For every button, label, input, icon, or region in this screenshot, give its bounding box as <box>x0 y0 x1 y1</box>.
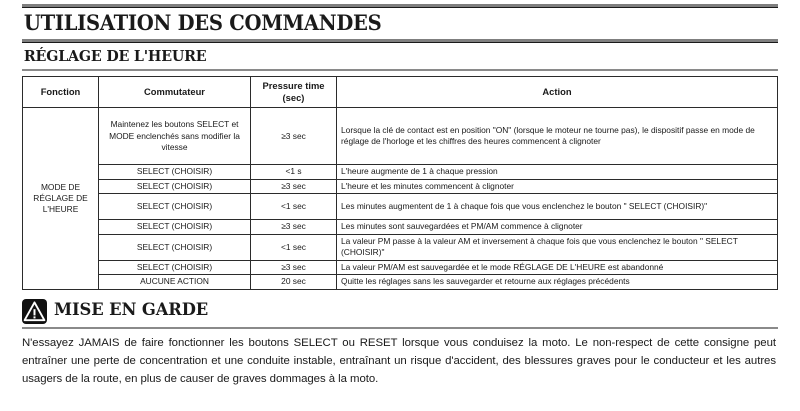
cell-pressure-time: <1 sec <box>251 234 337 260</box>
page-title: UTILISATION DES COMMANDES <box>23 10 382 35</box>
cell-pressure-time: 20 sec <box>251 275 337 290</box>
column-header-commutateur: Commutateur <box>99 77 251 108</box>
cell-commutateur: SELECT (CHOISIR) <box>99 194 251 220</box>
warning-block <box>22 299 778 389</box>
warning-underrule <box>22 327 778 329</box>
table-row <box>23 275 778 290</box>
cell-pressure-time: ≥3 sec <box>251 108 337 165</box>
cell-commutateur: Maintenez les boutons SELECT et MODE enclenchés sans modifier la vitesse <box>99 108 251 165</box>
column-header-fonction: Fonction <box>23 77 99 108</box>
column-header-pressure-time <box>251 77 337 108</box>
cell-pressure-time: <1 sec <box>251 194 337 220</box>
table-row <box>23 220 778 235</box>
cell-action: Les minutes augmentent de 1 à chaque fois que vous enclenchez le bouton " SELECT (CHOISIR)" <box>337 194 778 220</box>
table-header-row <box>23 77 778 108</box>
cell-action: Quitte les réglages sans les sauvegarder et retourne aux réglages précédents <box>337 275 778 290</box>
table-row <box>23 260 778 275</box>
cell-action: La valeur PM/AM est sauvegardée et le mode RÉGLAGE DE L'HEURE est abandonné <box>337 260 778 275</box>
table-row <box>23 179 778 194</box>
cell-commutateur: SELECT (CHOISIR) <box>99 234 251 260</box>
cell-commutateur: AUCUNE ACTION <box>99 275 251 290</box>
column-header-action: Action <box>337 77 778 108</box>
table-row <box>23 165 778 180</box>
cell-commutateur: SELECT (CHOISIR) <box>99 165 251 180</box>
warning-body-text: N'essayez JAMAIS de faire fonctionner les boutons SELECT ou RESET lorsque vous conduisez la moto. Le non-respect de cette consigne peut entraîner une perte de concentration et une conduite instable, entraînant un risque d'accident, des blessures graves pour le conducteur et les autres usagers de la route, en plus de causer de graves dommages à la moto. <box>22 336 776 386</box>
warning-title: MISE EN GARDE <box>54 299 209 320</box>
column-header-pressure-time-label: Pressure time <box>262 79 325 91</box>
cell-commutateur: SELECT (CHOISIR) <box>99 220 251 235</box>
cell-pressure-time: ≥3 sec <box>251 220 337 235</box>
warning-header <box>22 299 778 324</box>
table-row <box>23 108 778 165</box>
cell-commutateur: SELECT (CHOISIR) <box>99 260 251 275</box>
cell-pressure-time: ≥3 sec <box>251 260 337 275</box>
section-underrule-gray <box>22 69 778 71</box>
cell-pressure-time: <1 s <box>251 165 337 180</box>
cell-action: Les minutes sont sauvegardées et PM/AM commence à clignoter <box>337 220 778 235</box>
warning-triangle-icon <box>22 299 47 324</box>
table-row <box>23 194 778 220</box>
cell-pressure-time: ≥3 sec <box>251 179 337 194</box>
cell-action: L'heure et les minutes commencent à clignoter <box>337 179 778 194</box>
clock-setting-table <box>22 76 778 290</box>
cell-action: La valeur PM passe à la valeur AM et inversement à chaque fois que vous enclenchez le bouton " SELECT (CHOISIR)" <box>337 234 778 260</box>
cell-action: Lorsque la clé de contact est en position "ON" (lorsque le moteur ne tourne pas), le dispositif passe en mode de réglage de l'horloge et les chiffres des heures commencent à clignoter <box>337 108 778 165</box>
cell-commutateur: SELECT (CHOISIR) <box>99 179 251 194</box>
cell-function-mode: MODE DE RÉGLAGE DE L'HEURE <box>23 108 99 290</box>
section-title: RÉGLAGE DE L'HEURE <box>23 47 207 66</box>
table-row <box>23 234 778 260</box>
column-header-pressure-time-unit: (sec) <box>282 92 305 104</box>
cell-action: L'heure augmente de 1 à chaque pression <box>337 165 778 180</box>
